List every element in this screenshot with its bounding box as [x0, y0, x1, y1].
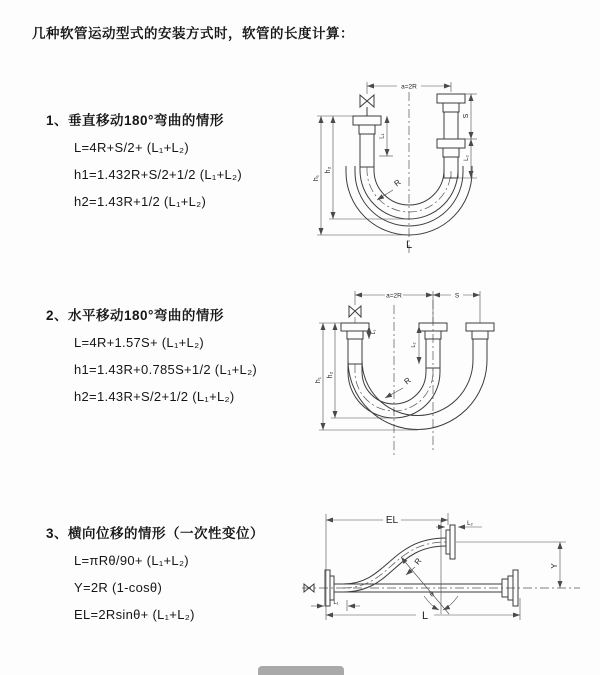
- diagram-lateral-displacement-svg: [298, 500, 598, 648]
- braided-hose-end: [348, 339, 362, 364]
- diagram-vertical-180-bend: [313, 70, 598, 266]
- dim-label-span: a=2R: [386, 292, 402, 300]
- formula-el: EL=2Rsinθ+ (L₁+L₂): [74, 607, 195, 622]
- hose-u-bend-shifted: [348, 346, 487, 430]
- dim-label-h2: h₂: [325, 166, 332, 174]
- dim-label-h2: h₂: [327, 371, 334, 379]
- dim-label-l2: L₂: [411, 342, 417, 348]
- page-title: 几种软管运动型式的安装方式时，软管的长度计算：: [32, 26, 354, 41]
- section-1: [46, 111, 242, 215]
- formula-l: L=4R+S/2+ (L₁+L₂): [74, 140, 189, 155]
- dim-label-el: EL: [385, 515, 399, 526]
- section-2-heading: 2、水平移动180°弯曲的情形: [46, 308, 224, 323]
- top-flange: [446, 525, 455, 559]
- dim-label-l1: L₁: [333, 600, 339, 606]
- pipe-assembly-group: [346, 92, 472, 253]
- valve-icon: [360, 95, 374, 107]
- dimension-group: [315, 291, 480, 430]
- dim-label-radius: R: [402, 375, 413, 387]
- dim-label-l2: L₂: [467, 521, 473, 527]
- dim-label-l2: L₂: [464, 155, 470, 161]
- dim-label-travel: S: [454, 292, 460, 300]
- formula-l: L=4R+1.57S+ (L₁+L₂): [74, 335, 205, 350]
- dim-label-h1: h₁: [313, 174, 320, 182]
- dim-label-radius: R: [392, 177, 403, 189]
- left-pipe: [341, 323, 369, 364]
- dim-label-s: S: [463, 113, 470, 119]
- diagram-vertical-180-svg: [313, 70, 598, 266]
- dim-label-length: L: [421, 610, 429, 622]
- left-pipe: [353, 116, 381, 167]
- section-3-formulas: [46, 547, 264, 628]
- diagram-lateral-displacement: [298, 500, 598, 648]
- formula-h1: h1=1.432R+S/2+1/2 (L₁+L₂): [74, 167, 242, 182]
- dim-label-h1: h₁: [315, 376, 322, 384]
- bottom-edge-artifact: [258, 666, 344, 675]
- section-1-formulas: [46, 134, 242, 215]
- section-3-heading: 3、横向位移的情形（一次性变位）: [46, 526, 265, 541]
- dimension-group: [311, 513, 566, 622]
- dim-label-l1: L₁: [379, 133, 386, 139]
- formula-l: L=πRθ/90+ (L₁+L₂): [74, 553, 189, 568]
- formula-h2: h2=1.43R+1/2 (L₁+L₂): [74, 194, 207, 209]
- dimension-group: [313, 82, 477, 251]
- formula-h1: h1=1.43R+0.785S+1/2 (L₁+L₂): [74, 362, 258, 377]
- right-pipe: [466, 323, 494, 346]
- dim-label-y: Y: [550, 563, 559, 569]
- dim-label-radius: R: [412, 556, 424, 567]
- braided-hose-end: [360, 134, 374, 167]
- section-2: [46, 306, 257, 410]
- section-2-formulas: [46, 329, 257, 410]
- section-3: [46, 524, 264, 628]
- diagram-horizontal-180-svg: [315, 280, 600, 465]
- dim-label-span: a=2R: [401, 83, 417, 91]
- valve-icon: [349, 306, 361, 317]
- formula-y: Y=2R (1-cosθ): [74, 580, 163, 595]
- pipe-assembly-group: [341, 300, 494, 456]
- dim-label-length: L: [405, 239, 413, 251]
- right-pipe: [437, 94, 465, 178]
- dim-label-theta: θ: [428, 590, 436, 599]
- section-1-heading: 1、垂直移动180°弯曲的情形: [46, 113, 224, 128]
- dim-label-l1: L₁: [371, 329, 377, 335]
- formula-h2: h2=1.43R+S/2+1/2 (L₁+L₂): [74, 389, 235, 404]
- diagram-horizontal-180-bend: [315, 280, 600, 465]
